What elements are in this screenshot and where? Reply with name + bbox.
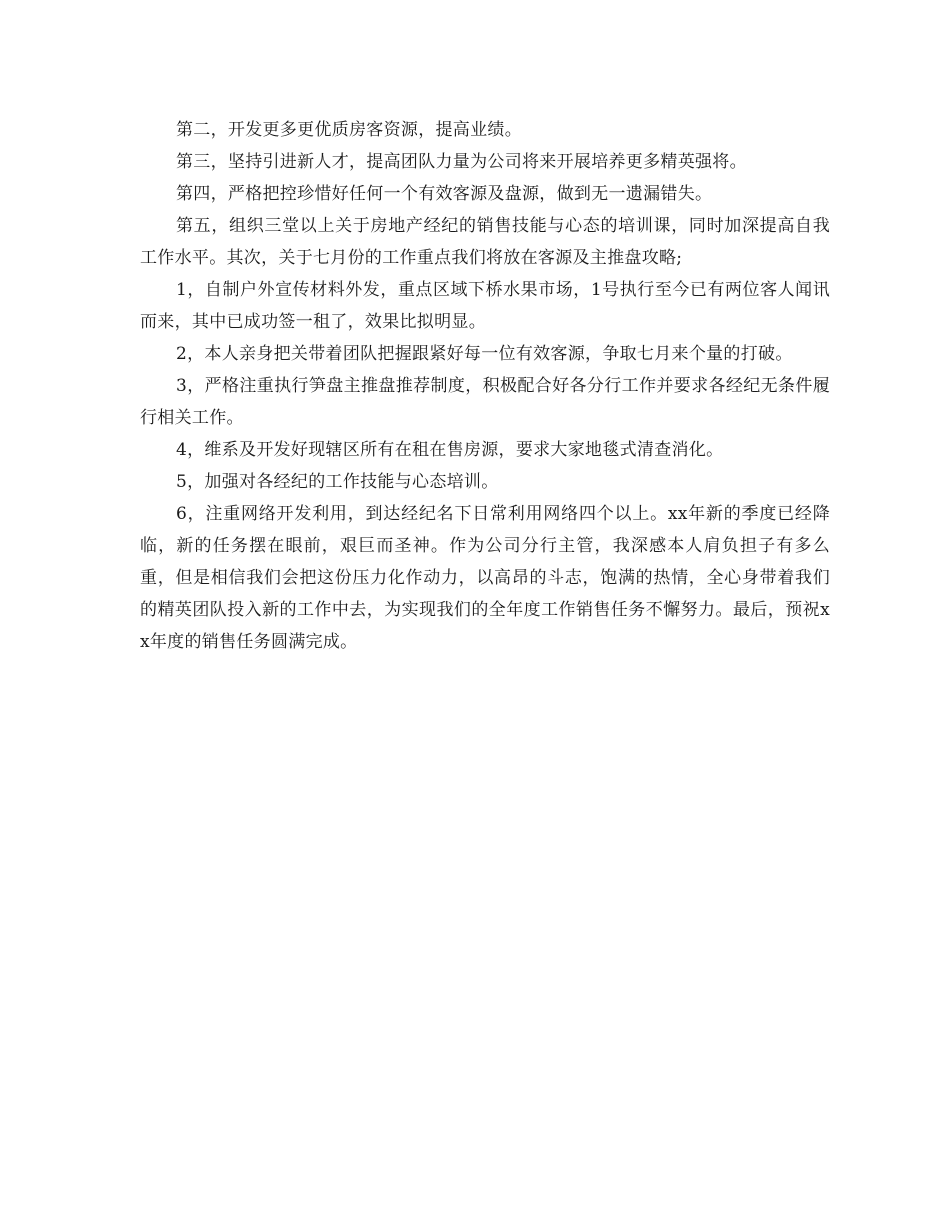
- paragraph-item-6: 6，注重网络开发利用，到达经纪名下日常利用网络四个以上。xx年新的季度已经降临，新的任务摆在眼前，艰巨而圣神。作为公司分行主管，我深感本人肩负担子有多么重，但是相信我们会把这份压力化作动力，以高昂的斗志，饱满的热情，全心身带着我们的精英团队投入新的工作中去，为实现我们的全年度工作销售任务不懈努力。最后，预祝xx年度的销售任务圆满完成。: [140, 504, 830, 652]
- paragraph-item-1: 1，自制户外宣传材料外发，重点区域下桥水果市场，1号执行至今已有两位客人闻讯而来，其中已成功签一租了，效果比拟明显。: [140, 280, 830, 332]
- paragraph-item-3: 3，严格注重执行笋盘主推盘推荐制度，积极配合好各分行工作并要求各经纪无条件履行相关工作。: [140, 376, 830, 428]
- paragraph-fifth-point: 第五，组织三堂以上关于房地产经纪的销售技能与心态的培训课，同时加深提高自我工作水平。其次，关于七月份的工作重点我们将放在客源及主推盘攻略;: [140, 216, 830, 268]
- paragraph-third-point: 第三，坚持引进新人才，提高团队力量为公司将来开展培养更多精英强将。: [176, 152, 747, 172]
- paragraph-item-4: 4，维系及开发好现辖区所有在租在售房源，要求大家地毯式清查消化。: [176, 440, 724, 460]
- paragraph-second-point: 第二，开发更多更优质房客资源，提高业绩。: [176, 120, 522, 140]
- paragraph-item-5: 5，加强对各经纪的工作技能与心态培训。: [176, 472, 499, 492]
- paragraph-item-2: 2，本人亲身把关带着团队把握跟紧好每一位有效客源，争取七月来个量的打破。: [176, 344, 793, 364]
- document-body: [140, 114, 830, 658]
- paragraph-fourth-point: 第四，严格把控珍惜好任何一个有效客源及盘源，做到无一遗漏错失。: [176, 184, 713, 204]
